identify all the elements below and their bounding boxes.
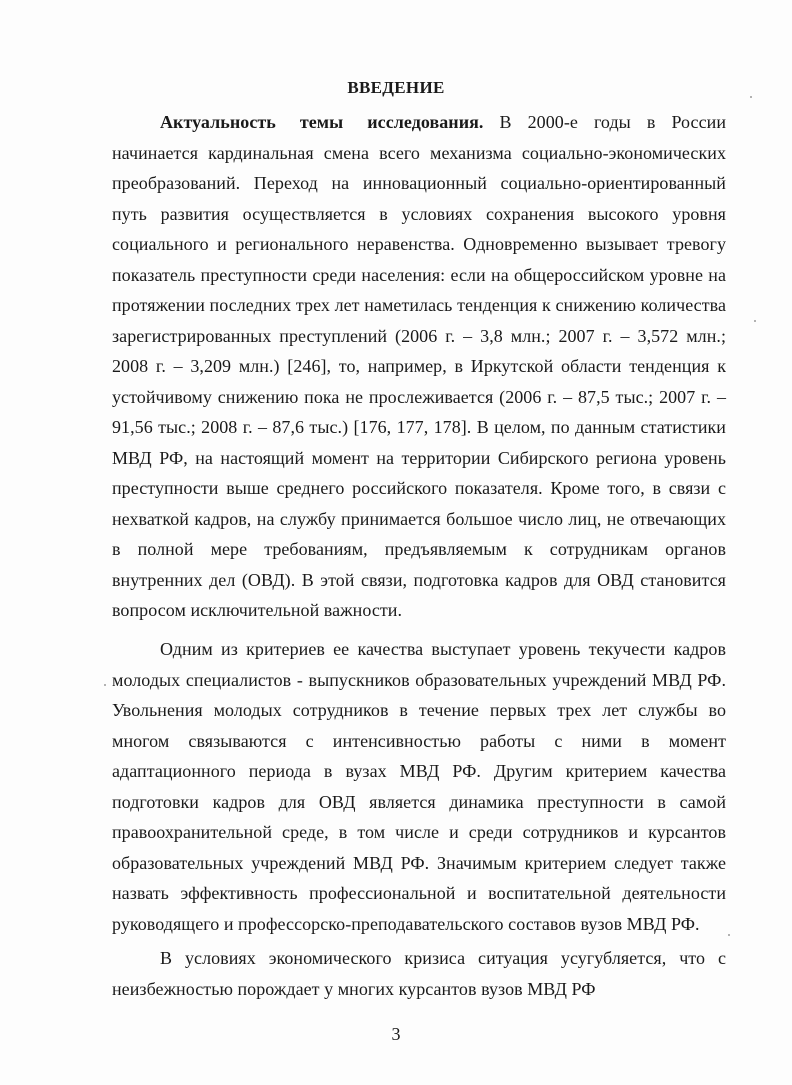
page-number: 3 bbox=[391, 1024, 401, 1044]
paragraph-quality-criteria bbox=[112, 634, 726, 939]
paragraph-text: Одним из критериев ее качества выступает уровень текучести кадров молодых специалистов - выпускников образовательных учреждений МВД РФ. Увольнения молодых сотрудников в течение первых трех лет службы во многом связываются с интенсивностью работы с ними в момент адаптационного периода в вузах МВД РФ. Другим критерием качества подготовки кадров для ОВД является динамика преступности в самой правоохранительной среде, в том числе и среди сотрудников и курсантов образовательных учреждений МВД РФ. Значимым критерием следует также назвать эффективность профессиональной и воспитательной деятельности руководящего и профессорско-преподавательского составов вузов МВД РФ. bbox=[112, 639, 726, 934]
relevance-lead-phrase: Актуальность темы исследования. bbox=[160, 112, 484, 132]
paragraph-crisis bbox=[112, 943, 726, 1004]
section-heading: ВВЕДЕНИЕ bbox=[347, 78, 445, 97]
scan-artifact bbox=[728, 934, 730, 936]
paragraph-text: В 2000-е годы в России начинается кардинальная смена всего механизма социально-экономических преобразований. Переход на инновационный социально-ориентированный путь развития осуществляется в условиях сохранения высокого уровня социального и регионального неравенства. Одновременно вызывает тревогу показатель преступности среди населения: если на общероссийском уровне на протяжении последних трех лет наметилась тенденция к снижению количества зарегистрированных преступлений (2006 г. – 3,8 млн.; 2007 г. – 3,572 млн.; 2008 г. – 3,209 млн.) [246], то, например, в Иркутской области тенденция к устойчивому снижению пока не прослеживается (2006 г. – 87,5 тыс.; 2007 г. – 91,56 тыс.; 2008 г. – 87,6 тыс.) [176, 177, 178]. В целом, по данным статистики МВД РФ, на настоящий момент на территории Сибирского региона уровень преступности выше среднего российского показателя. Кроме того, в связи с нехваткой кадров, на службу принимается большое число лиц, не отвечающих в полной мере требованиям, предъявляемым к сотрудникам органов внутренних дел (ОВД). В этой связи, подготовка кадров для ОВД становится вопросом исключительной важности. bbox=[112, 112, 727, 620]
scan-artifact bbox=[750, 96, 752, 98]
paragraph-text: В условиях экономического кризиса ситуация усугубляется, что с неизбежностью порождает у многих курсантов вузов МВД РФ bbox=[112, 948, 726, 999]
scan-artifact bbox=[754, 320, 756, 322]
paragraph-relevance bbox=[112, 107, 726, 626]
scan-artifact bbox=[104, 684, 106, 686]
